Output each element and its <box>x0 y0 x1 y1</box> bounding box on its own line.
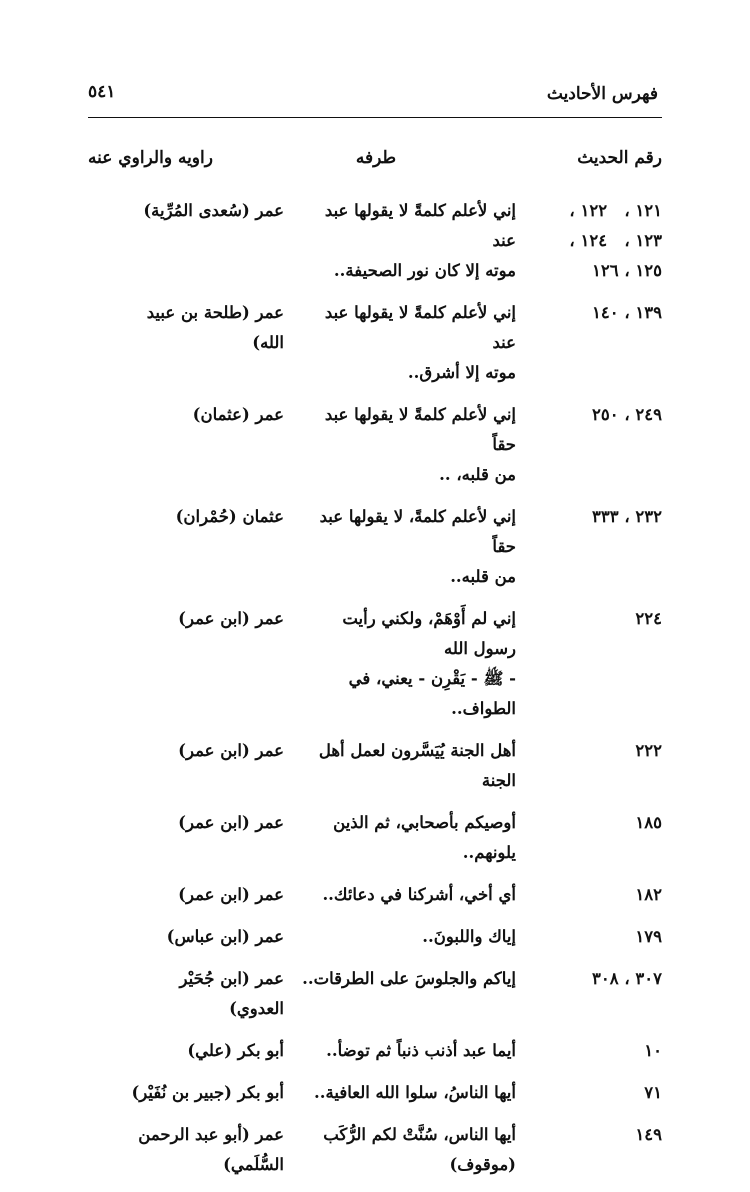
table-row <box>88 964 662 1024</box>
hadith-number: ٣٠٧ ، ٣٠٨ <box>591 969 662 988</box>
hadith-narrators: عمر (ابن عمر) <box>178 813 284 832</box>
hadith-narrators: عمر (عثمان) <box>192 405 284 424</box>
hadith-narrators: أبو بكر (جبير بن نُفَيْر) <box>131 1083 284 1102</box>
table-row <box>88 502 662 592</box>
hadith-number: ٧١ <box>644 1083 662 1102</box>
column-header-text: طرفه <box>355 148 396 168</box>
hadith-narrators: عمر (ابن عباس) <box>166 927 284 946</box>
column-header-number: رقم الحديث <box>577 148 662 168</box>
hadith-text: إني لأعلم كلمةً لا يقولها عبد عند موته إلا أشرق.. <box>324 303 516 382</box>
table-row <box>88 808 662 868</box>
hadith-number: ٢٢٢ <box>635 741 662 760</box>
hadith-text: إياك واللبونَ.. <box>422 927 516 946</box>
hadith-text: إني لأعلم كلمةً لا يقولها عبد حقاً من قلبه، .. <box>324 405 516 484</box>
table-row <box>88 1120 662 1180</box>
hadith-number: ١٨٥ <box>635 813 662 832</box>
hadith-number: ١٢١ ، ١٢٢ ، ١٢٣ ، ١٢٤ ، ١٢٥ ، ١٢٦ <box>569 201 662 280</box>
table-row <box>88 736 662 796</box>
hadith-number: ٢٤٩ ، ٢٥٠ <box>591 405 662 424</box>
hadith-text: إني لأعلم كلمةً لا يقولها عبد عند موته إلا كان نور الصحيفة.. <box>324 201 516 280</box>
page-number: ٥٤١ <box>88 82 116 102</box>
header-rule <box>88 117 662 118</box>
hadith-number: ١٧٩ <box>635 927 662 946</box>
hadith-number: ١٣٩ ، ١٤٠ <box>591 303 662 322</box>
table-row <box>88 604 662 724</box>
column-header-narrators: راويه والراوي عنه <box>88 148 213 168</box>
hadith-text: أوصيكم بأصحابي، ثم الذين يلونهم.. <box>333 813 516 862</box>
hadith-narrators: عمر (ابن عمر) <box>178 609 284 628</box>
running-title: فهرس الأحاديث <box>546 84 658 104</box>
hadith-number: ٢٢٤ <box>635 609 662 628</box>
table-row <box>88 1078 662 1108</box>
hadith-text: أيما عبد أذنب ذنباً ثم توضأ.. <box>326 1041 516 1060</box>
hadith-text: إني لأعلم كلمةً، لا يقولها عبد حقاً من قلبه.. <box>319 507 516 586</box>
hadith-narrators: عمر (أبو عبد الرحمن السُّلَمي) <box>138 1125 284 1174</box>
hadith-narrators: أبو بكر (علي) <box>187 1041 284 1060</box>
hadith-narrators: عمر (ابن عمر) <box>178 885 284 904</box>
hadith-index-table <box>88 196 662 1192</box>
hadith-text: أيها الناس، سُنَّتْ لكم الرُّكَب (موقوف) <box>323 1125 516 1174</box>
table-row <box>88 922 662 952</box>
hadith-narrators: عمر (ابن عمر) <box>178 741 284 760</box>
hadith-narrators: عثمان (حُمْران) <box>175 507 284 526</box>
hadith-text: أيها الناسُ، سلوا الله العافية.. <box>314 1083 516 1102</box>
hadith-text: إني لم أَوْهَمْ، ولكني رأيت رسول الله - ﷺ - يَقْرِن - يعني، في الطواف.. <box>342 609 516 718</box>
table-row <box>88 298 662 388</box>
hadith-number: ١٤٩ <box>635 1125 662 1144</box>
hadith-text: أي أخي، أشركنا في دعائك.. <box>322 885 516 904</box>
hadith-number: ٢٣٢ ، ٣٣٣ <box>591 507 662 526</box>
table-row <box>88 196 662 286</box>
column-headers <box>88 148 662 176</box>
table-row <box>88 400 662 490</box>
hadith-narrators: عمر (ابن جُحَيْر العدوي) <box>179 969 284 1018</box>
hadith-narrators: عمر (سُعدى المُرِّية) <box>143 201 284 220</box>
hadith-text: أهل الجنة يُيَسَّرون لعمل أهل الجنة <box>313 741 516 790</box>
table-row <box>88 1036 662 1066</box>
hadith-number: ١٨٢ <box>635 885 662 904</box>
hadith-narrators: عمر (طلحة بن عبيد الله) <box>146 303 284 352</box>
hadith-text: إياكم والجلوسَ على الطرقات.. <box>302 969 516 988</box>
table-row <box>88 880 662 910</box>
hadith-number: ١٠ <box>644 1041 662 1060</box>
